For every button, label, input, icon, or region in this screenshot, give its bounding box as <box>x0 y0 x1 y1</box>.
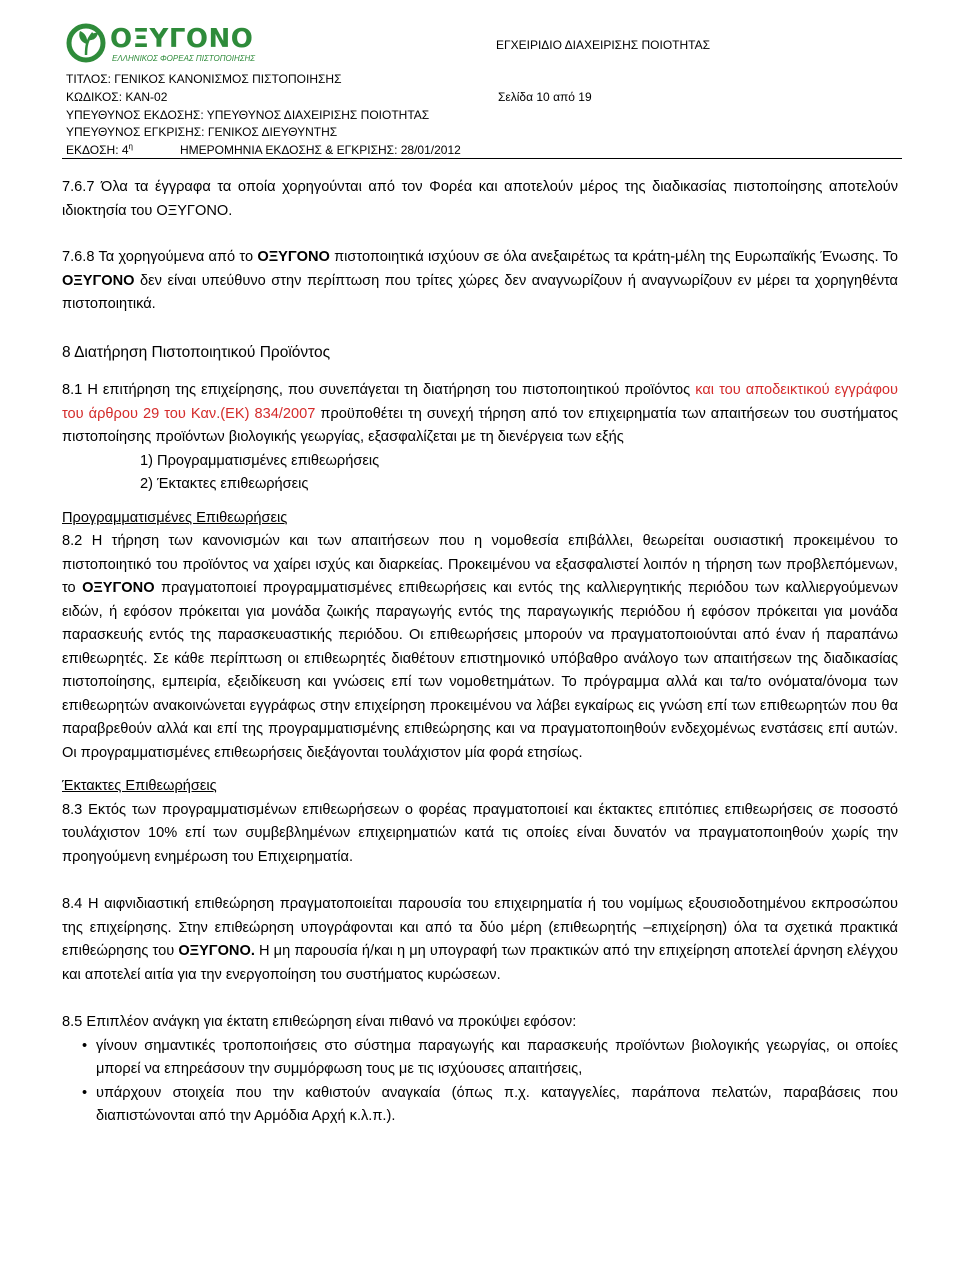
list-item: 2) Έκτακτες επιθεωρήσεις <box>140 476 309 492</box>
bullet-list <box>62 1035 898 1129</box>
paragraph-8-3: 8.3 Εκτός των προγραμματισμένων επιθεωρήσεων ο φορέας πραγματοποιεί και έκτακτες επιτόπιες επιθεωρήσεις σε ποσοστό τουλάχιστον 10% επί των συμβεβλημένων επιχειρηματιών κατά τις οποίες είναι δυνατόν να πραγματοποιηθούν χωρίς την προηγούμενη ενημέρωση του Επιχειρηματία. <box>62 801 898 865</box>
list-item-text: γίνουν σημαντικές τροποποιήσεις στο σύστημα παραγωγής και παρασκευής προϊόντων βιολογικής γεωργίας, οι οποίες μπορεί να επηρεάσουν την συμμόρφωση τους με τις ισχύουσες απαιτήσεις, <box>96 1037 898 1077</box>
paragraph-text: πιστοποιητικά ισχύουν σε όλα ανεξαιρέτως τα κράτη-μέλη της Ευρωπαϊκής Ένωσης. Το <box>329 249 898 265</box>
header-title-line: ΤΙΤΛΟΣ: ΓΕΝΙΚΟΣ ΚΑΝΟΝΙΣΜΟΣ ΠΙΣΤΟΠΟΙΗΣΗΣ <box>66 72 342 86</box>
bullet-icon: • <box>82 1037 88 1054</box>
document-body <box>62 176 898 1129</box>
edition-sup: η <box>128 142 133 151</box>
edition-label: ΕΚΔΟΣΗ: 4 <box>66 143 129 157</box>
section-heading-8: 8 Διατήρηση Πιστοποιητικού Προϊόντος <box>62 343 331 361</box>
paragraph-text: πραγματοποιεί προγραμματισμένες επιθεωρήσεις και εντός της καλλιεργητικής περιόδου των καλλιεργούμενων ειδών, ή εφόσον πρόκειται για μονάδα ζωικής παραγωγής εντός της παραγωγικής περιόδου ή εφόσον πρόκειται για μονάδα παρασκευής εντός της παρασκευαστικής περιόδου. Οι επιθεωρήσεις μπορούν να πραγματοποιούνται από έναν ή παραπάνω επιθεωρητές. Σε κάθε περίπτωση οι επιθεωρητές διαθέτουν επιστημονικό υπόβαθρο ανάλογο των απαιτήσεων της διαδικασίας πιστοποίησης, εμπειρία, εξειδίκευση και γνώσεις επί των νομοθετημάτων. Το πρόγραμμα αλλά και τα/το ονόματα/όνομα των επιθεωρητών ανακοινώνεται εγγράφως στην επιχείρηση προκειμένου να λάβει εγκαίρως εις γνώση επί των επιθεωρητών που θα παραβρεθούν αλλά και επί της προγραμματισμένης επιθεώρησης και να πραγματοποιηθούν ενδεχομένως ενστάσεις επί αυτών. Οι προγραμματισμένες επιθεωρήσεις διεξάγονται τουλάχιστον μία φορά ετησίως. <box>62 580 898 761</box>
header-date: ΗΜΕΡΟΜΗΝΙΑ ΕΚΔΟΣΗΣ & ΕΓΚΡΙΣΗΣ: 28/01/2012 <box>180 143 461 157</box>
oxygono-logo <box>66 22 256 64</box>
document-title: ΕΓΧΕΙΡΙΔΙΟ ΔΙΑΧΕΙΡΙΣΗΣ ΠΟΙΟΤΗΤΑΣ <box>496 38 711 52</box>
subheading-scheduled: Προγραμματισμένες Επιθεωρήσεις <box>62 509 288 526</box>
list-item <box>62 1082 898 1129</box>
header-approver-line: ΥΠΕΥΘΥΝΟΣ ΕΓΚΡΙΣΗΣ: ΓΕΝΙΚΟΣ ΔΙΕΥΘΥΝΤΗΣ <box>66 125 338 139</box>
header-code-line: ΚΩΔΙΚΟΣ: ΚΑΝ-02 <box>66 90 168 104</box>
header-edition <box>66 143 133 157</box>
paragraph-8-2 <box>62 530 898 765</box>
paragraph-text: 8.4 Η αιφνιδιαστική επιθεώρηση πραγματοποιείται παρουσία του επιχειρηματία ή του νομίμως εξουσιοδοτημένου εκπροσώπου της επιχείρησης. Στην επιθεώρηση υπογράφονται και από τα δύο μέρη (επιθεωρητής –επιχείρηση) όλα τα σχετικά πρακτικά επιθεώρησης του <box>62 896 898 959</box>
brand-name: ΟΞΥΓΟΝΟ <box>257 249 330 265</box>
paragraph-text: Η μη παρουσία ή/και η μη υπογραφή των πρακτικών από την επιχείρηση αποτελεί άρνηση ελέγχου και αποτελεί αιτία για την ενεργοποίηση του συστήματος κυρώσεων. <box>62 943 898 983</box>
paragraph-8-5: 8.5 Επιπλέον ανάγκη για έκτατη επιθεώρηση είναι πιθανό να προκύψει εφόσον: <box>62 1014 577 1030</box>
paragraph-7-6-7 <box>62 176 898 223</box>
paragraph-7-6-8 <box>62 246 898 317</box>
paragraph-text: 8.2 Η τήρηση των κανονισμών και των απαιτήσεων που η νομοθεσία επιβάλλει, θεωρείται ουσιαστική προκειμένου το πιστοποιητικό του προϊόντος να χαίρει ισχύς και διαρκείας. Προκειμένου να εξασφαλιστεί λοιπόν η τήρηση των προβλεπόμενων, το <box>62 533 898 596</box>
brand-name: ΟΞΥΓΟΝΟ. <box>178 943 255 959</box>
brand-name: ΟΞΥΓΟΝΟ <box>62 272 135 289</box>
subheading-extraordinary: Έκτακτες Επιθεωρήσεις <box>62 778 217 794</box>
logo-name: ΟΞΥΓΟΝΟ <box>110 24 254 54</box>
logo-subtitle: ΕΛΛΗΝΙΚΟΣ ΦΟΡΕΑΣ ΠΙΣΤΟΠΟΙΗΣΗΣ <box>112 54 256 63</box>
paragraph-text: δεν είναι υπεύθυνο στην περίπτωση που τρίτες χώρες δεν αναγνωρίζουν ή αναγνωρίζουν εν μέρει τα χορηγηθέντα πιστοποιητικά. <box>62 272 898 312</box>
leaf-logo-icon <box>66 22 106 64</box>
paragraph-text: 7.6.7 Όλα τα έγγραφα τα οποία χορηγούνται από τον Φορέα και αποτελούν μέρος της διαδικασίας πιστοποίησης αποτελούν ιδιοκτησία του ΟΞΥΓΟΝΟ. <box>62 179 898 219</box>
header-issuer-line: ΥΠΕΥΘΥΝΟΣ ΕΚΔΟΣΗΣ: ΥΠΕΥΘΥΝΟΣ ΔΙΑΧΕΙΡΙΣΗΣ ΠΟΙΟΤΗΤΑΣ <box>66 108 430 122</box>
list-item: 1) Προγραμματισμένες επιθεωρήσεις <box>140 452 380 469</box>
list-item <box>62 1035 898 1082</box>
paragraph-text: 8.1 Η επιτήρηση της επιχείρησης, που συνεπάγεται τη διατήρηση του πιστοποιητικού προϊόντος <box>62 382 696 398</box>
page-number: Σελίδα 10 από 19 <box>498 90 592 104</box>
list-item-text: υπάρχουν στοιχεία που την καθιστούν αναγκαία (όπως π.χ. καταγγελίες, παράπονα πελατών, παραβάσεις που διαπιστώνονται από την Αρμόδια Αρχή κ.λ.π.). <box>96 1084 898 1124</box>
highlighted-text: και του αποδεικτικού εγγράφου του άρθρου 29 του Καν.(ΕΚ) 834/2007 <box>62 382 898 422</box>
paragraph-8-4 <box>62 893 898 987</box>
bullet-icon: • <box>82 1084 88 1101</box>
paragraph-8-1 <box>62 379 898 450</box>
paragraph-text: προϋποθέτει τη συνεχή τήρηση από τον επιχειρηματία των απαιτήσεων του συστήματος πιστοποίησης προϊόντων βιολογικής γεωργίας, εξασφαλίζεται με τη διενέργεια των εξής <box>62 405 898 445</box>
paragraph-text: 7.6.8 Τα χορηγούμενα από το <box>62 249 258 265</box>
brand-name: ΟΞΥΓΟΝΟ <box>82 580 155 596</box>
header-divider <box>62 158 902 159</box>
